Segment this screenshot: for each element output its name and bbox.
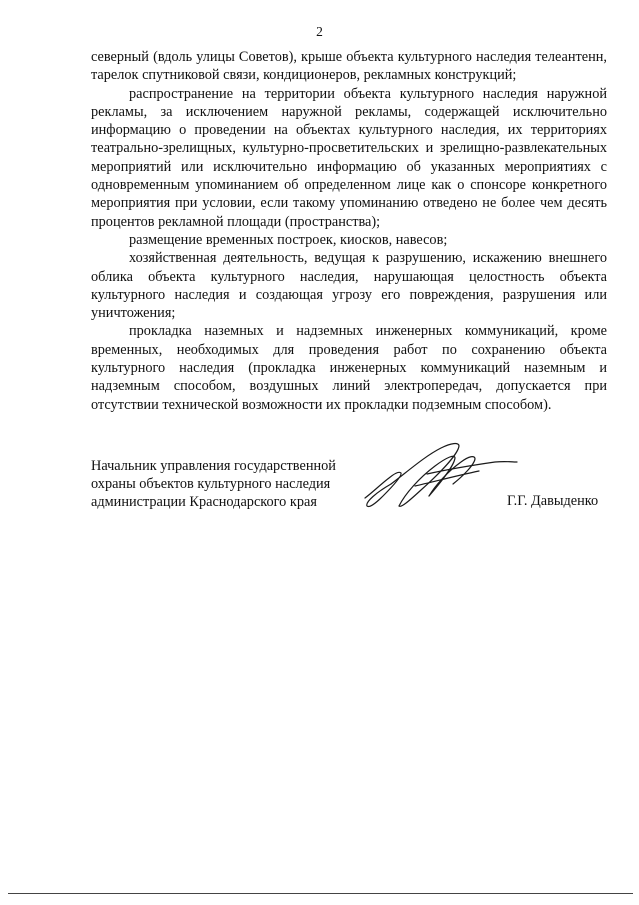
position-line: охраны объектов культурного наследия xyxy=(91,476,331,492)
position-line: администрации Краснодарского края xyxy=(91,494,317,510)
paragraph-restrictions-continued: северный (вдоль улицы Советов), крыше объекта культурного наследия телеантенн, тарелок спутниковой связи, кондиционеров, рекламных конструкций; xyxy=(91,49,607,84)
paragraph-engineering-communications: прокладка наземных и надземных инженерных коммуникаций, кроме временных, необходимых для проведения работ по сохранению объекта культурного наследия (прокладка инженерных коммуникаций наземным и надземным способом, воздушных линий электропередач, допускается при отсутствии технической возможности их прокладки подземным способом). xyxy=(91,323,607,413)
page-number: 2 xyxy=(316,24,323,39)
paragraph-economic-activity: хозяйственная деятельность, ведущая к разрушению, искажению внешнего облика объекта культурного наследия, нарушающая целостность объекта культурного наследия и создающая угрозу его повреждения, разрушения или уничтожения; xyxy=(91,250,607,322)
signatory-position xyxy=(91,457,336,511)
signer-name: Г.Г. Давыденко xyxy=(507,493,599,509)
document-body xyxy=(91,48,607,414)
paragraph-outdoor-advertising: распространение на территории объекта культурного наследия наружной рекламы, за исключением наружной рекламы, содержащей исключительно информацию о проведении на объектах культурного наследия, их территориях театрально-зрелищных, культурно-просветительских и зрелищно-развлекательных мероприятий или исключительно информацию об указанных мероприятиях с одновременным упоминанием об определенном лице как о спонсоре конкретного мероприятия при условии, если такому упоминанию отведено не более чем десять процентов рекламной площади (пространства); xyxy=(91,85,607,230)
page-bottom-divider xyxy=(8,893,633,894)
position-line: Начальник управления государственной xyxy=(91,458,336,474)
handwritten-signature xyxy=(355,438,520,518)
paragraph-temporary-structures: размещение временных построек, киосков, навесов; xyxy=(129,231,448,248)
